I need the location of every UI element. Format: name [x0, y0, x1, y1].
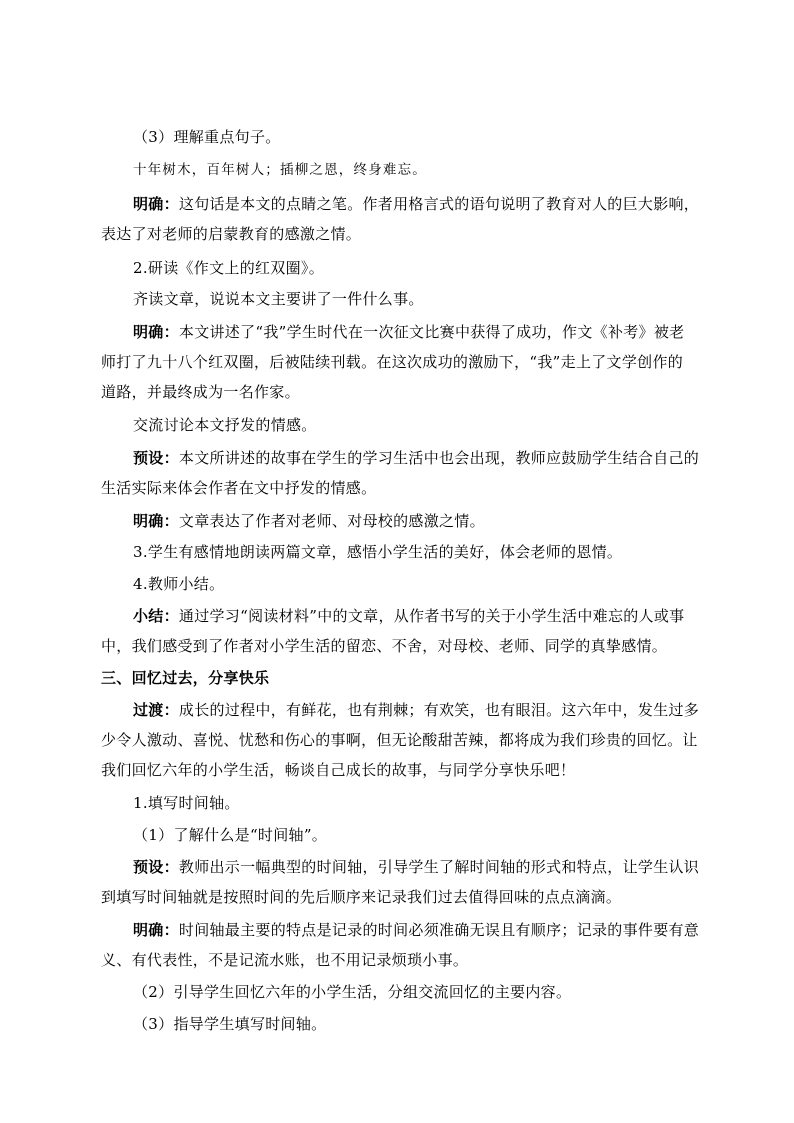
paragraph-line	[133, 289, 424, 309]
subsection-heading-2	[133, 982, 571, 1002]
line-text: 中，我们感受到了作者对小学生活的留恋、不舍，对母校、老师、同学的真挚感情。	[101, 637, 668, 655]
line-text: 教师出示一幅典型的时间轴，引导学生了解时间轴的形式和特点，让学生认识	[178, 858, 700, 876]
subsection-heading-1	[133, 825, 327, 845]
paragraph-line	[101, 950, 468, 970]
line-text: （3）指导学生填写时间轴。	[133, 1015, 327, 1033]
line-text: 3.学生有感情地朗读两篇文章，感悟小学生活的美好，体会老师的恩情。	[133, 543, 623, 561]
label-clarify: 明确：	[133, 921, 179, 939]
label-summary: 小结：	[133, 607, 179, 625]
label-clarify: 明确：	[133, 323, 179, 341]
paragraph-clarify-4	[133, 920, 699, 940]
paragraph-clarify-2	[133, 322, 684, 342]
paragraph-line	[101, 887, 621, 907]
section-heading-3	[101, 668, 269, 688]
line-text: 生活实际来体会作者在文中抒发的情感。	[101, 479, 377, 497]
line-text: 齐读文章，说说本文主要讲了一件什么事。	[133, 290, 424, 308]
paragraph-clarify-1	[133, 194, 699, 214]
paragraph-line	[101, 382, 300, 402]
line-text: 义、有代表性，不是记流水账，也不用记录烦琐小事。	[101, 951, 469, 969]
paragraph-preset-2	[133, 857, 699, 877]
section-item-3	[133, 542, 622, 562]
label-preset: 预设：	[133, 449, 179, 467]
paragraph-line	[101, 478, 376, 498]
paragraph-clarify-3	[133, 511, 485, 531]
label-clarify: 明确：	[133, 195, 179, 213]
line-text: 十年树木，百年树人；插柳之恩，终身难忘。	[133, 162, 427, 178]
paragraph-summary	[133, 606, 684, 626]
line-text: 时间轴最主要的特点是记录的时间必须准确无误且有顺序；记录的事件要有意	[178, 921, 700, 939]
label-transition: 过渡：	[133, 701, 179, 719]
line-text: 1.填写时间轴。	[133, 794, 240, 812]
line-text: 成长的过程中，有鲜花，也有荆棘；有欢笑，也有眼泪。这六年中，发生过多	[178, 701, 700, 719]
line-text: 师打了九十八个红双圈，后被陆续刊载。在这次成功的激励下，“我”走上了文学创作的	[101, 353, 684, 371]
paragraph-line	[101, 352, 683, 372]
subsection-heading-3	[133, 127, 281, 147]
line-text: 少令人激动、喜悦、忧愁和伤心的事啊，但无论酸甜苦辣，都将成为我们珍贵的回忆。让	[101, 731, 698, 749]
line-text: （3）理解重点句子。	[133, 128, 281, 146]
line-text: 本文所讲述的故事在学生的学习生活中也会出现，教师应鼓励学生结合自己的	[178, 449, 700, 467]
label-clarify: 明确：	[133, 512, 179, 530]
section-item-2	[133, 258, 324, 278]
label-preset: 预设：	[133, 858, 179, 876]
section-item-1-timeline	[133, 793, 240, 813]
subsection-heading-3b	[133, 1014, 326, 1034]
paragraph-line	[133, 415, 317, 435]
line-text: 这句话是本文的点睛之笔。作者用格言式的语句说明了教育对人的巨大影响，	[178, 195, 700, 213]
line-text: 表达了对老师的启蒙教育的感激之情。	[101, 225, 362, 243]
paragraph-line	[101, 636, 667, 656]
line-text: （1）了解什么是“时间轴”。	[133, 826, 328, 844]
paragraph-line	[101, 760, 575, 780]
line-text: 交流讨论本文抒发的情感。	[133, 416, 317, 434]
paragraph-line	[101, 730, 698, 750]
paragraph-preset-1	[133, 448, 699, 468]
line-text: 本文讲述了“我”学生时代在一次征文比赛中获得了成功，作文《补考》被老	[178, 323, 685, 341]
line-text: 2.研读《作文上的红双圈》。	[133, 259, 325, 277]
line-text: 通过学习“阅读材料”中的文章，从作者书写的关于小学生活中难忘的人或事	[178, 607, 685, 625]
line-text: 三、回忆过去，分享快乐	[101, 669, 270, 687]
line-text: 文章表达了作者对老师、对母校的感激之情。	[178, 512, 485, 530]
paragraph-transition	[133, 700, 699, 720]
line-text: 道路，并最终成为一名作家。	[101, 383, 300, 401]
line-text: 我们回忆六年的小学生活，畅谈自己成长的故事，与同学分享快乐吧！	[101, 761, 576, 779]
section-item-4	[133, 574, 224, 594]
line-text: 到填写时间轴就是按照时间的先后顺序来记录我们过去值得回味的点点滴滴。	[101, 888, 622, 906]
line-text: 4.教师小结。	[133, 575, 225, 593]
line-text: （2）引导学生回忆六年的小学生活，分组交流回忆的主要内容。	[133, 983, 572, 1001]
paragraph-line	[101, 224, 361, 244]
key-sentence-quote	[133, 160, 427, 180]
